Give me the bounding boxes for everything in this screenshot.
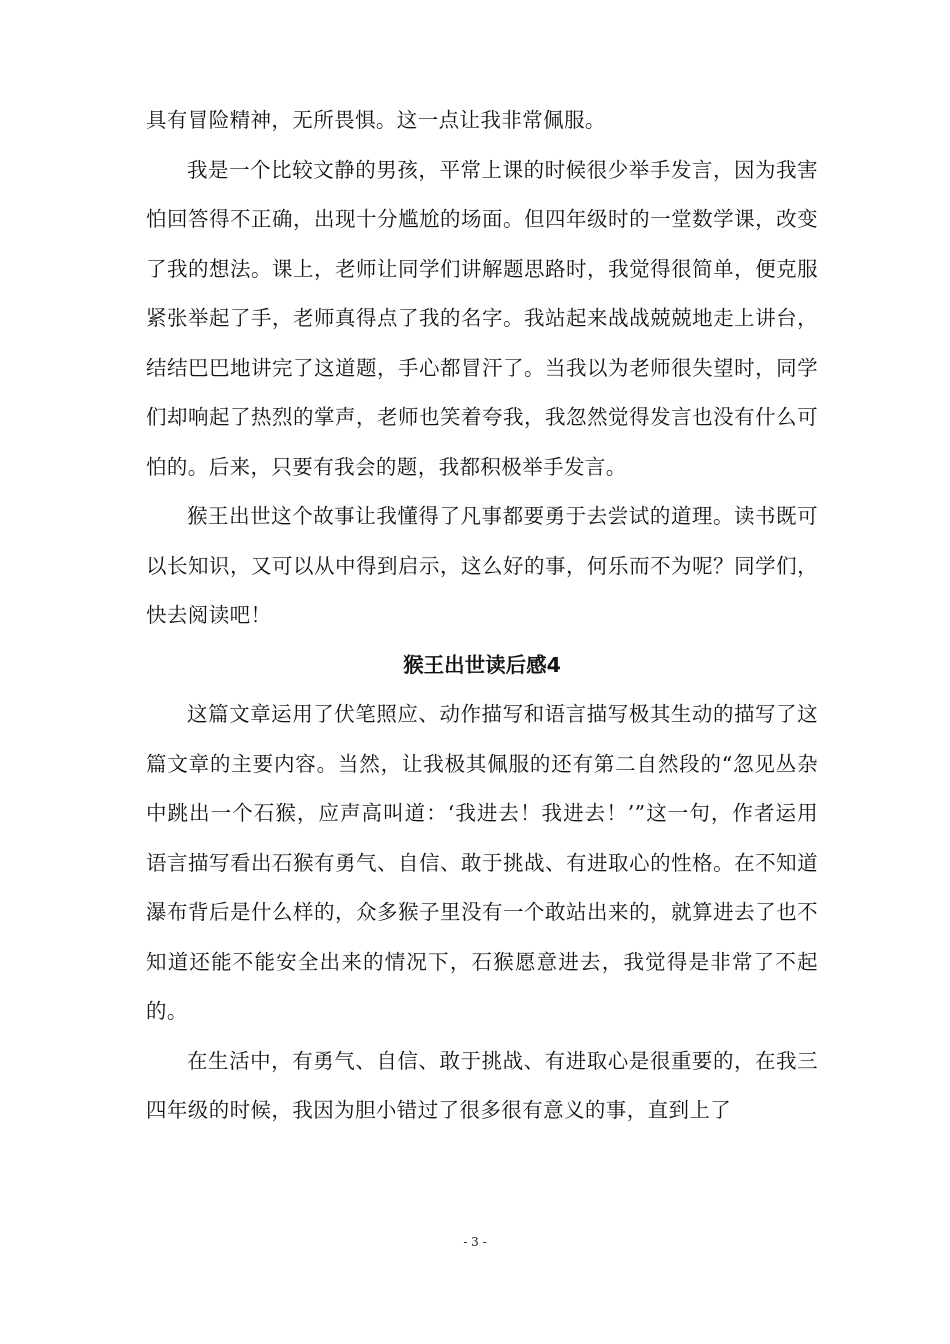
paragraph: 猴王出世这个故事让我懂得了凡事都要勇于去尝试的道理。读书既可以长知识，又可以从中得到启示，这么好的事，何乐而不为呢？同学们，快去阅读吧！ [146,504,818,627]
paragraph: 这篇文章运用了伏笔照应、动作描写和语言描写极其生动的描写了这篇文章的主要内容。当然，让我极其佩服的还有第二自然段的“忽见丛杂中跳出一个石猴，应声高叫道：‘我进去！我进去！’”这一句，作者运用语言描写看出石猴有勇气、自信、敢于挑战、有进取心的性格。在不知道瀑布背后是什么样的，众多猴子里没有一个敢站出来的，就算进去了也不知道还能不能安全出来的情况下，石猴愿意进去，我觉得是非常了不起的。 [146,702,818,1023]
paragraph: 在生活中，有勇气、自信、敢于挑战、有进取心是很重要的，在我三四年级的时候，我因为胆小错过了很多很有意义的事，直到上了 [146,1048,818,1122]
paragraph: 我是一个比较文静的男孩，平常上课的时候很少举手发言，因为我害怕回答得不正确，出现十分尴尬的场面。但四年级时的一堂数学课，改变了我的想法。课上，老师让同学们讲解题思路时，我觉得很简单，便克服紧张举起了手，老师真得点了我的名字。我站起来战战兢兢地走上讲台，结结巴巴地讲完了这道题，手心都冒汗了。当我以为老师很失望时，同学们却响起了热烈的掌声，老师也笑着夸我，我忽然觉得发言也没有什么可怕的。后来，只要有我会的题，我都积极举手发言。 [146,157,818,479]
document-body [146,96,818,1136]
paragraph: 具有冒险精神，无所畏惧。这一点让我非常佩服。 [146,108,606,132]
section-title: 猴王出世读后感4 [403,652,561,677]
page-number: - 3 - [463,1235,487,1249]
